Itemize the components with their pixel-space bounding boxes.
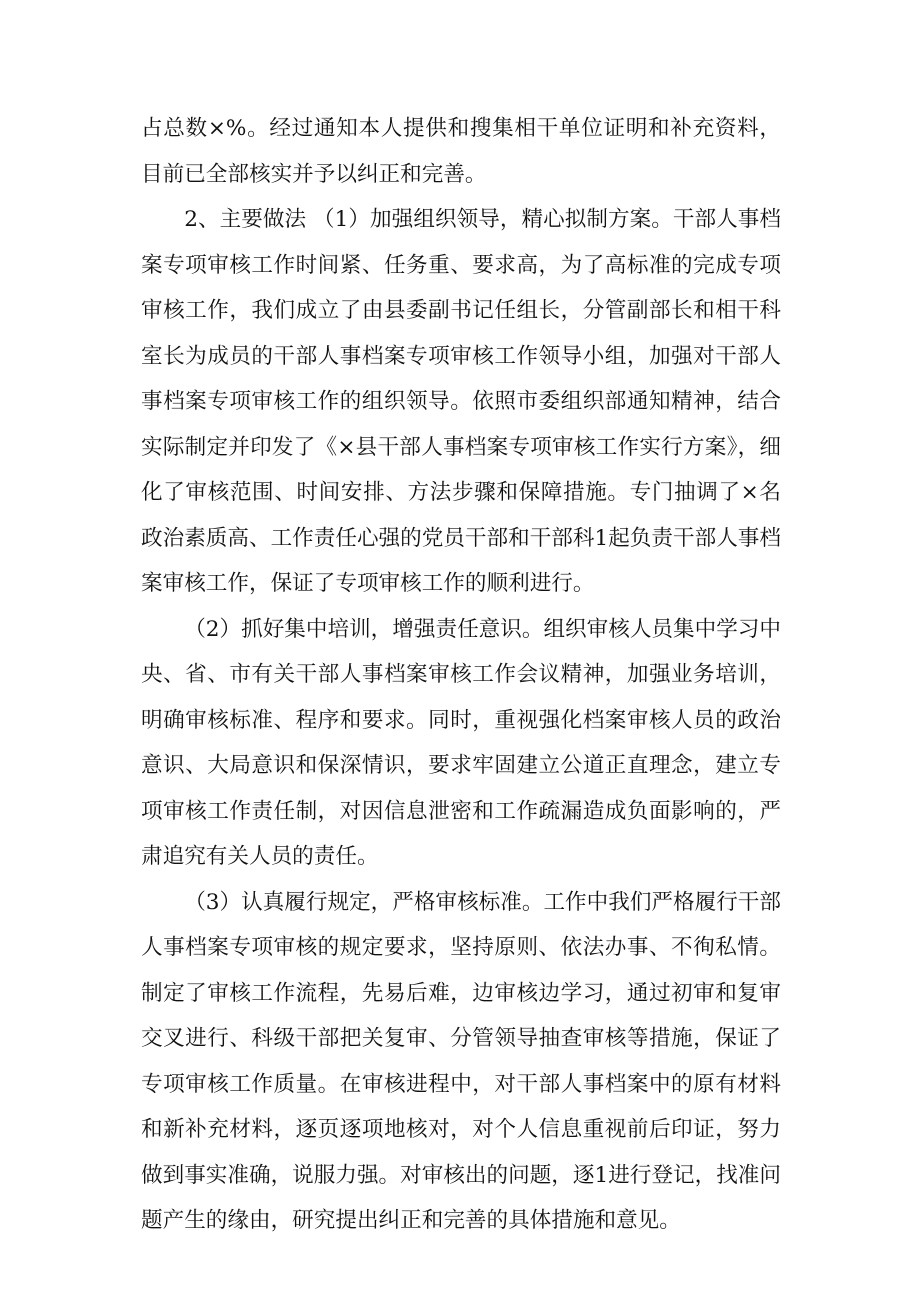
paragraph-continuation: 占总数×%。经过通知本人提供和搜集相干单位证明和补充资料，目前已全部核实并予以纠正和完善。 <box>141 116 781 187</box>
document-body <box>141 106 781 1244</box>
paragraph-standards: （3）认真履行规定，严格审核标准。工作中我们严格履行干部人事档案专项审核的规定要求，坚持原则、依法办事、不徇私情。制定了审核工作流程，先易后难，边审核边学习，通过初审和复审交叉进行、科级干部把关复审、分管领导抽查审核等措施，保证了专项审核工作质量。在审核进程中，对干部人事档案中的原有材料和新补充材料，逐页逐项地核对，对个人信息重视前后印证，努力做到事实准确，说服力强。对审核出的问题，逐1进行登记，找准问题产生的缘由，研究提出纠正和完善的具体措施和意见。 <box>141 889 781 1233</box>
paragraph-training: （2）抓好集中培训，增强责任意识。组织审核人员集中学习中央、省、市有关干部人事档案审核工作会议精神，加强业务培训，明确审核标准、程序和要求。同时，重视强化档案审核人员的政治意识、大局意识和保深情识，要求牢固建立公道正直理念，建立专项审核工作责任制，对因信息泄密和工作疏漏造成负面影响的，严肃追究有关人员的责任。 <box>141 616 781 869</box>
paragraph-main-methods: 2、主要做法 （1）加强组织领导，精心拟制方案。干部人事档案专项审核工作时间紧、任务重、要求高，为了高标准的完成专项审核工作，我们成立了由县委副书记任组长，分管副部长和相干科室长为成员的干部人事档案专项审核工作领导小组，加强对干部人事档案专项审核工作的组织领导。依照市委组织部通知精神，结合实际制定并印发了《×县干部人事档案专项审核工作实行方案》，细化了审核范围、时间安排、方法步骤和保障措施。专门抽调了×名政治素质高、工作责任心强的党员干部和干部科1起负责干部人事档案审核工作，保证了专项审核工作的顺利进行。 <box>141 207 781 596</box>
